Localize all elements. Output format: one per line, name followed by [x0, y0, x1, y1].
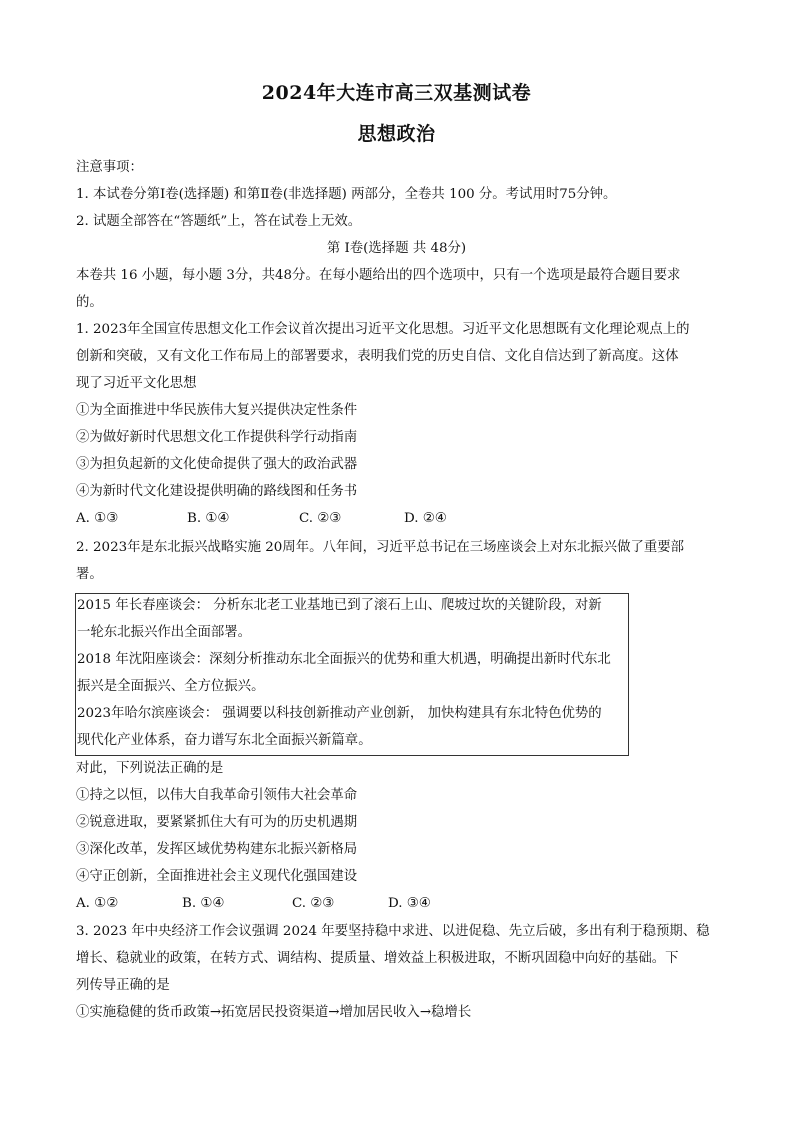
q1-stem-line-3: 现了习近平文化思想 — [76, 376, 197, 391]
q3-stem-line-2: 增长、稳就业的政策，在转方式、调结构、提质量、增效益上积极进取，不断巩固稳中向好的基础。下 — [76, 951, 679, 966]
exam-title: 2024年大连市高三双基测试卷 — [261, 82, 532, 104]
exam-subject: 思想政治 — [357, 123, 436, 145]
q2-box-line-2: 一轮东北振兴作出全面部署。 — [77, 625, 252, 640]
q2-box-line-4: 振兴是全面振兴、全方位振兴。 — [77, 679, 265, 694]
q1-stem-line-1: 1. 2023年全国宣传思想文化工作会议首次提出习近平文化思想。习近平文化思想既有文化理论观点上的 — [76, 322, 690, 337]
q3-stem-line-3: 列传导正确的是 — [76, 978, 170, 993]
q1-option-a: A. ①③ — [76, 511, 119, 526]
q3-stem-line-1: 3. 2023 年中央经济工作会议强调 2024 年要坚持稳中求进、以进促稳、先立后破，多出有利于稳预期、稳 — [76, 924, 710, 939]
q1-item-1: ①为全面推进中华民族伟大复兴提供决定性条件 — [76, 403, 358, 418]
q2-item-3: ③深化改革，发挥区域优势构建东北振兴新格局 — [76, 842, 358, 857]
q1-item-3: ③为担负起新的文化使命提供了强大的政治武器 — [76, 457, 358, 472]
q2-material-box — [75, 593, 629, 756]
section-title: 第 Ⅰ卷(选择题 共 48分) — [326, 241, 467, 256]
q1-item-2: ②为做好新时代思想文化工作提供科学行动指南 — [76, 430, 358, 445]
section-intro-line-1: 本卷共 16 小题，每小题 3分，共48分。在每小题给出的四个选项中，只有一个选项是最符合题目要求 — [76, 268, 681, 283]
q3-item-1: ①实施稳健的货币政策→拓宽居民投资渠道→增加居民收入→稳增长 — [76, 1005, 472, 1020]
q1-item-4: ④为新时代文化建设提供明确的路线图和任务书 — [76, 484, 358, 499]
q2-item-2: ②锐意进取，要紧紧抓住大有可为的历史机遇期 — [76, 815, 358, 830]
q2-option-b: B. ①④ — [182, 896, 225, 911]
q2-option-d: D. ③④ — [388, 896, 431, 911]
q2-box-line-6: 现代化产业体系，奋力谱写东北全面振兴新篇章。 — [77, 733, 372, 748]
q2-box-line-3: 2018 年沈阳座谈会：深刻分析推动东北全面振兴的优势和重大机遇，明确提出新时代东北 — [77, 652, 611, 667]
q1-option-b: B. ①④ — [187, 511, 230, 526]
q2-option-c: C. ②③ — [292, 896, 335, 911]
q2-stem-line-2: 署。 — [76, 567, 103, 582]
notice-item-1: 1. 本试卷分第Ⅰ卷(选择题) 和第Ⅱ卷(非选择题) 两部分，全卷共 100 分。考试用时75分钟。 — [76, 187, 617, 202]
section-intro-line-2: 的。 — [76, 295, 103, 310]
q2-box-line-5: 2023年哈尔滨座谈会： 强调要以科技创新推动产业创新， 加快构建具有东北特色优势的 — [77, 706, 602, 721]
q2-question: 对此，下列说法正确的是 — [76, 761, 224, 776]
notice-item-2: 2. 试题全部答在“答题纸”上，答在试卷上无效。 — [76, 214, 362, 229]
q2-box-line-1: 2015 年长春座谈会： 分析东北老工业基地已到了滚石上山、爬坡过坎的关键阶段，对新 — [77, 598, 602, 613]
q1-option-d: D. ②④ — [404, 511, 447, 526]
q2-item-1: ①持之以恒，以伟大自我革命引领伟大社会革命 — [76, 788, 358, 803]
notice-heading: 注意事项： — [76, 160, 143, 175]
q2-option-a: A. ①② — [76, 896, 119, 911]
q2-stem-line-1: 2. 2023年是东北振兴战略实施 20周年。八年间，习近平总书记在三场座谈会上对东北振兴做了重要部 — [76, 540, 685, 555]
q2-item-4: ④守正创新，全面推进社会主义现代化强国建设 — [76, 869, 358, 884]
q1-option-c: C. ②③ — [299, 511, 342, 526]
q1-stem-line-2: 创新和突破，又有文化工作布局上的部署要求，表明我们党的历史自信、文化自信达到了新高度。这体 — [76, 349, 679, 364]
